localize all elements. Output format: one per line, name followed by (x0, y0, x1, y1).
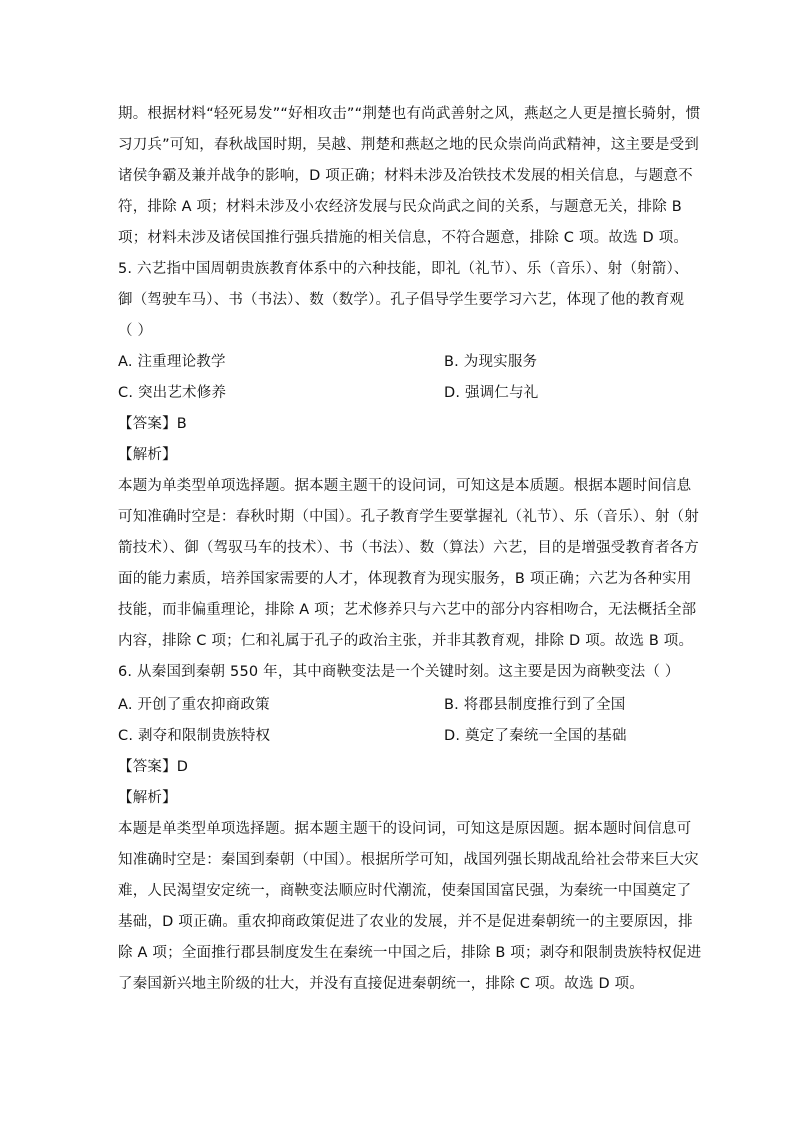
question-5-analysis-line: 面的能力素质，培养国家需要的人才，体现教育为现实服务，B 项正确；六艺为各种实用 (118, 571, 692, 587)
question-6-option-d: D. 奠定了秦统一全国的基础 (444, 728, 627, 744)
question-5-analysis-line: 本题为单类型单项选择题。据本题主题干的设问词，可知这是本质题。根据本题时间信息 (118, 478, 692, 494)
carryover-line: 期。根据材料“轻死易发”“好相攻击”“荆楚也有尚武善射之风，燕赵之人更是擅长骑射，惯 (118, 106, 701, 122)
question-6-answer: 【答案】D (118, 759, 189, 775)
question-5-option-a: A. 注重理论教学 (118, 354, 226, 370)
question-5-option-b: B. 为现实服务 (444, 354, 538, 370)
question-6-stem: 6. 从秦国到秦朝 550 年，其中商鞅变法是一个关键时刻。这主要是因为商鞅变法（ ） (118, 664, 680, 680)
question-5-stem: （ ） (118, 323, 153, 339)
question-5-answer: 【答案】B (118, 416, 187, 432)
carryover-line: 习刀兵”可知，春秋战国时期，吴越、荆楚和燕赵之地的民众崇尚尚武精神，这主要是受到 (118, 137, 700, 153)
question-6-option-a: A. 开创了重农抑商政策 (118, 697, 270, 713)
question-5-option-d: D. 强调仁与礼 (444, 385, 539, 401)
question-5-stem: 御（驾驶车马）、书（书法）、数（数学）。孔子倡导学生要学习六艺，体现了他的教育观 (118, 292, 685, 308)
question-5-analysis-line: 箭技术）、御（驾驭马车的技术）、书（书法）、数（算法）六艺，目的是增强受教育者各方 (118, 540, 699, 556)
question-5-analysis-line: 可知准确时空是：春秋时期（中国）。孔子教育学生要掌握礼（礼节）、乐（音乐）、射（射 (118, 509, 699, 525)
carryover-line: 项；材料未涉及诸侯国推行强兵措施的相关信息，不符合题意，排除 C 项。故选 D 项。 (118, 230, 689, 246)
question-6-analysis-line: 了秦国新兴地主阶级的壮大，并没有直接促进秦朝统一，排除 C 项。故选 D 项。 (118, 976, 645, 992)
question-5-stem: 5. 六艺指中国周朝贵族教育体系中的六种技能，即礼（礼节）、乐（音乐）、射（射箭）、 (118, 261, 689, 277)
question-5-analysis-heading: 【解析】 (118, 447, 177, 463)
question-6-analysis-line: 知准确时空是：秦国到秦朝（中国）。根据所学可知，战国列强长期战乱给社会带来巨大灾 (118, 852, 699, 868)
question-6-analysis-line: 基础，D 项正确。重农抑商政策促进了农业的发展，并不是促进秦朝统一的主要原因，排 (118, 914, 693, 930)
question-5-analysis-line: 技能，而非偏重理论，排除 A 项；艺术修养只与六艺中的部分内容相吻合，无法概括全部 (118, 602, 697, 618)
carryover-line: 诸侯争霸及兼并战争的影响，D 项正确；材料未涉及冶铁技术发展的相关信息，与题意不 (118, 168, 693, 184)
question-6-option-c: C. 剥夺和限制贵族特权 (118, 728, 271, 744)
question-6-analysis-heading: 【解析】 (118, 790, 177, 806)
question-6-analysis-line: 本题是单类型单项选择题。据本题主题干的设问词，可知这是原因题。据本题时间信息可 (118, 821, 692, 837)
question-5-option-c: C. 突出艺术修养 (118, 385, 227, 401)
question-6-analysis-line: 难，人民渴望安定统一，商鞅变法顺应时代潮流，使秦国国富民强，为秦统一中国奠定了 (118, 883, 692, 899)
question-5-analysis-line: 内容，排除 C 项；仁和礼属于孔子的政治主张，并非其教育观，排除 D 项。故选 B 项。 (118, 633, 694, 649)
question-6-analysis-line: 除 A 项；全面推行郡县制度发生在秦统一中国之后，排除 B 项；剥夺和限制贵族特权促进 (118, 945, 702, 961)
question-6-option-b: B. 将郡县制度推行到了全国 (444, 697, 626, 713)
carryover-line: 符，排除 A 项；材料未涉及小农经济发展与民众尚武之间的关系，与题意无关，排除 B (118, 199, 682, 215)
